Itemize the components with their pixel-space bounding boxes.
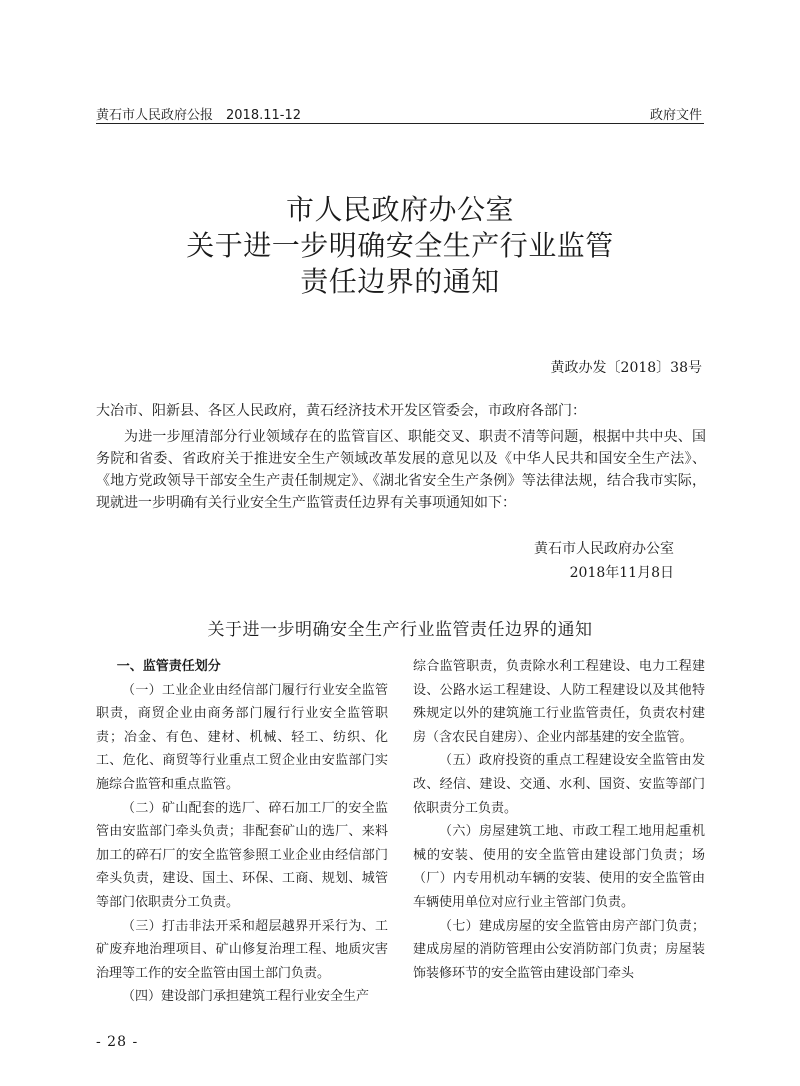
header-publication: 黄石市人民政府公报 2018.11-12 xyxy=(96,108,301,123)
clause-4-start: （四）建设部门承担建筑工程行业安全生产 xyxy=(122,989,370,1005)
header-section: 政府文件 xyxy=(649,108,702,123)
running-header xyxy=(96,104,704,122)
title-line-2: 关于进一步明确安全生产行业监管 xyxy=(186,229,614,262)
title-line-3: 责任边界的通知 xyxy=(300,265,500,298)
right-column xyxy=(413,655,705,985)
document-number: 黄政办发〔2018〕38号 xyxy=(550,360,702,376)
body-paragraph: 为进一步厘清部分行业领域存在的监管盲区、职能交叉、职责不清等问题，根据中共中央、国务院和省委、省政府关于推进安全生产领域改革发展的意见以及《中华人民共和国安全生产法》、《地方党政领导干部安全生产责任制规定》、《湖北省安全生产条例》等法律法规，结合我市实际，现就进一步明确有关行业安全生产监管责任边界有关事项通知如下： xyxy=(96,429,706,511)
clause-1: （一）工业企业由经信部门履行行业安全监管职责，商贸企业由商务部门履行行业安全监管职责；冶金、有色、建材、机械、轻工、纺织、化工、危化、商贸等行业重点工贸企业由安监部门实施综合监管和重点监管。 xyxy=(96,682,388,792)
addressee: 大冶市、阳新县、各区人民政府，黄石经济技术开发区管委会，市政府各部门： xyxy=(96,403,586,419)
signature-date: 2018年11月8日 xyxy=(569,565,674,581)
left-column xyxy=(96,655,388,1009)
signature-org: 黄石市人民政府办公室 xyxy=(534,541,674,557)
clause-6: （六）房屋建筑工地、市政工程工地用起重机械的安装、使用的安全监管由建设部门负责；场（厂）内专用机动车辆的安装、使用的安全监管由车辆使用单位对应行业主管部门负责。 xyxy=(413,824,705,910)
header-rule xyxy=(96,123,704,124)
section-heading: 一、监管责任划分 xyxy=(116,659,221,674)
title-line-1: 市人民政府办公室 xyxy=(285,193,514,226)
document-title xyxy=(0,192,800,300)
clause-2: （二）矿山配套的选厂、碎石加工厂的安全监管由安监部门牵头负责；非配套矿山的选厂、来料加工的碎石厂的安全监管参照工业企业由经信部门牵头负责，建设、国土、环保、工商、规划、城管等部门依职责分工负责。 xyxy=(96,800,388,910)
clause-3: （三）打击非法开采和超层越界开采行为、工矿废弃地治理项目、矿山修复治理工程、地质灾害治理等工作的安全监管由国土部门负责。 xyxy=(96,918,388,981)
attachment-title: 关于进一步明确安全生产行业监管责任边界的通知 xyxy=(207,620,593,640)
page-number: - 28 - xyxy=(96,1034,139,1050)
clause-7: （七）建成房屋的安全监管由房产部门负责；建成房屋的消防管理由公安消防部门负责；房屋装饰装修环节的安全监管由建设部门牵头 xyxy=(413,918,705,981)
clause-5: （五）政府投资的重点工程建设安全监管由发改、经信、建设、交通、水利、国资、安监等部门依职责分工负责。 xyxy=(413,753,705,816)
clause-4-continued: 综合监管职责，负责除水利工程建设、电力工程建设、公路水运工程建设、人防工程建设以及其他特殊规定以外的建筑施工行业监管责任，负责农村建房（含农民自建房）、企业内部基建的安全监管。 xyxy=(413,659,705,745)
